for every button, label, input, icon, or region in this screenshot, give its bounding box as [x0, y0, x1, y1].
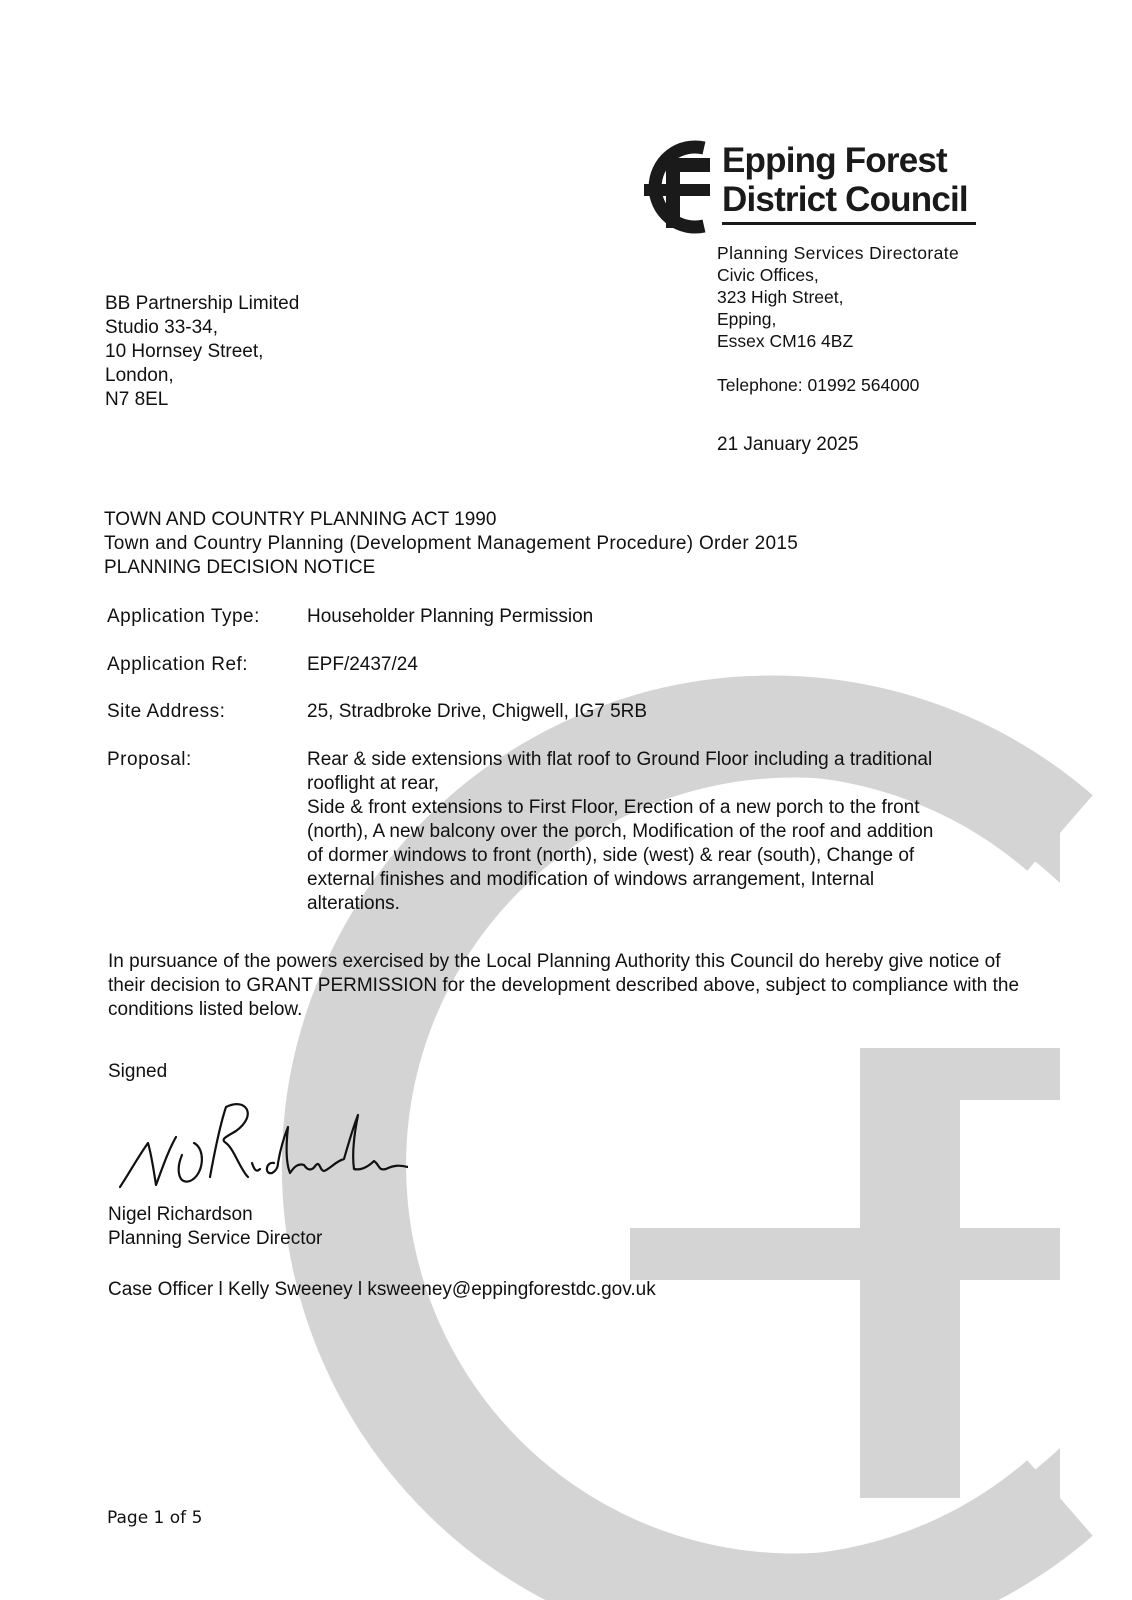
council-address — [717, 242, 959, 352]
application-ref-label: Application Ref: — [107, 654, 249, 675]
recipient-line: 10 Hornsey Street, — [105, 341, 264, 362]
signatory-title: Planning Service Director — [108, 1228, 323, 1249]
signatory-name: Nigel Richardson — [108, 1204, 253, 1225]
site-address-value: 25, Stradbroke Drive, Chigwell, IG7 5RB — [307, 701, 648, 722]
application-type-value: Householder Planning Permission — [307, 606, 594, 627]
address-line: Civic Offices, — [717, 265, 819, 285]
application-type-label: Application Type: — [107, 606, 260, 627]
logo-text-line1: Epping Forest — [722, 141, 947, 180]
directorate: Planning Services Directorate — [717, 243, 960, 263]
council-emblem-icon — [636, 140, 716, 234]
page-number: Page 1 of 5 — [107, 1508, 203, 1528]
act-heading: TOWN AND COUNTRY PLANNING ACT 1990 — [104, 509, 497, 530]
case-officer: Case Officer l Kelly Sweeney l ksweeney@eppingforestdc.gov.uk — [108, 1279, 656, 1300]
recipient-address — [105, 292, 299, 412]
signed-label: Signed — [108, 1061, 168, 1082]
council-telephone: Telephone: 01992 564000 — [717, 375, 920, 395]
notice-headings — [104, 508, 798, 580]
proposal-value: Rear & side extensions with flat roof to Ground Floor including a traditional rooflight at rear, Side & front extensions to First Floor, Erection of a new porch to the front (north), A new balcony over the porch, Modification of the roof and addition of dormer windows to front (north), side (west) & rear (south), Change of external finishes and modification of windows arrangement, Internal alterations. — [307, 749, 934, 914]
notice-heading: PLANNING DECISION NOTICE — [104, 557, 376, 578]
recipient-line: N7 8EL — [105, 389, 169, 410]
recipient-line: BB Partnership Limited — [105, 293, 300, 314]
recipient-line: London, — [105, 365, 174, 386]
order-heading: Town and Country Planning (Development Management Procedure) Order 2015 — [104, 533, 799, 554]
recipient-line: Studio 33-34, — [105, 317, 219, 338]
logo-underline — [722, 222, 976, 225]
letter-date: 21 January 2025 — [717, 434, 859, 455]
signatory — [108, 1203, 322, 1251]
council-logo — [636, 140, 976, 234]
signature-image — [108, 1085, 408, 1205]
application-ref-value: EPF/2437/24 — [307, 654, 418, 675]
proposal-label: Proposal: — [107, 749, 192, 770]
decision-text: In pursuance of the powers exercised by the Local Planning Authority this Council do hereby give notice of their decision to GRANT PERMISSION for the development described above, subject to compliance with the conditions listed below. — [108, 951, 1020, 1020]
site-address-label: Site Address: — [107, 701, 226, 722]
address-line: 323 High Street, — [717, 287, 844, 307]
address-line: Epping, — [717, 309, 777, 329]
address-line: Essex CM16 4BZ — [717, 331, 854, 351]
logo-text-line2: District Council — [722, 180, 968, 219]
